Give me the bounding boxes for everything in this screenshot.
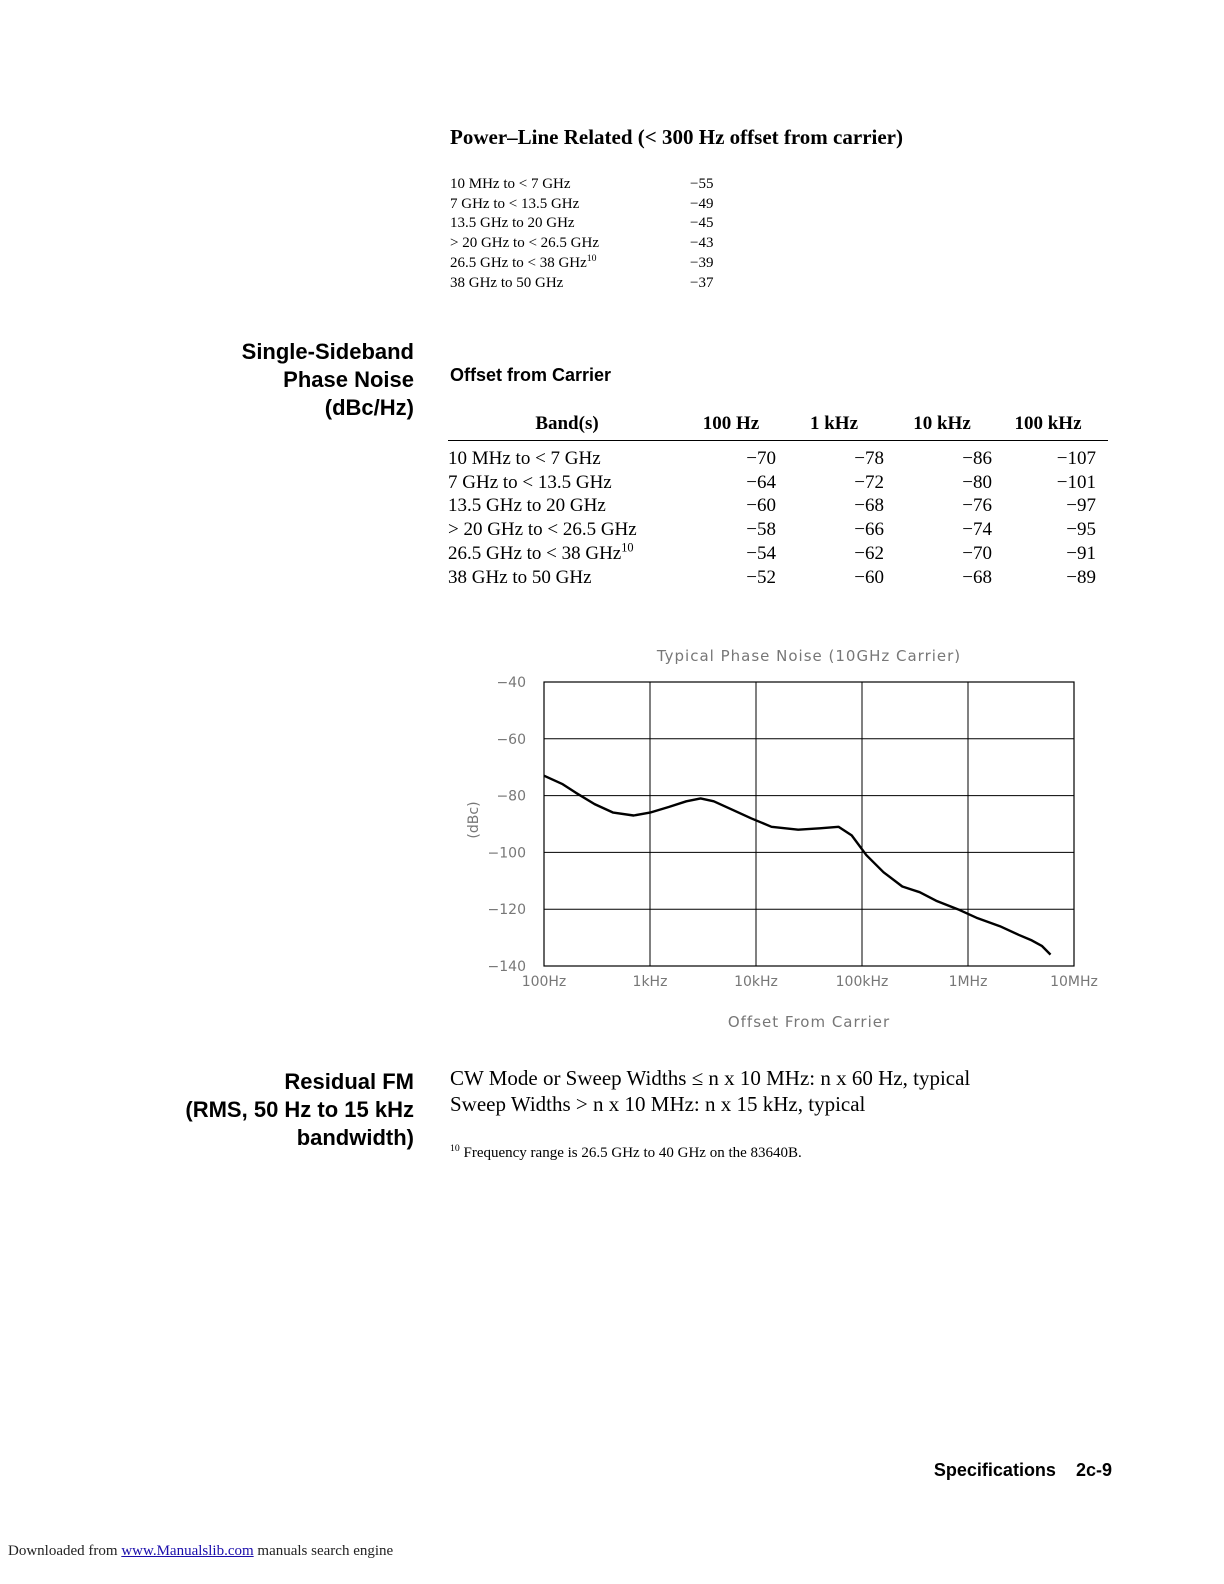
x-tick-label: 1kHz [632, 974, 668, 990]
chart-x-axis-label: Offset From Carrier [727, 1013, 891, 1031]
footnote [450, 1145, 802, 1162]
power-line-row [450, 235, 599, 252]
value-cell: −78 [854, 447, 884, 469]
band-cell [448, 566, 686, 590]
band-label: 7 GHz to < 13.5 GHz [448, 471, 612, 493]
value-cell: −86 [962, 447, 992, 469]
band-cell [448, 518, 686, 542]
value-cell: −66 [854, 519, 884, 541]
value-cell: −80 [962, 471, 992, 493]
x-tick-label: 100kHz [835, 974, 889, 990]
power-line-row [450, 176, 571, 193]
power-line-band: 26.5 GHz to < 38 GHz [450, 254, 587, 271]
value-cell: −60 [854, 566, 884, 588]
power-line-value: −45 [690, 215, 714, 232]
download-suffix: manuals search engine [257, 1543, 394, 1559]
power-line-row [450, 252, 597, 272]
footnote-ref: 10 [621, 540, 634, 555]
band-label: > 20 GHz to < 26.5 GHz [448, 519, 637, 541]
value-cell: −72 [854, 471, 884, 493]
value-cell: −89 [1066, 566, 1096, 588]
power-line-value: −37 [690, 274, 714, 291]
power-line-band: 13.5 GHz to 20 GHz [450, 215, 575, 232]
value-cell: −68 [854, 495, 884, 517]
residual-fm-line2: Sweep Widths > n x 10 MHz: n x 15 kHz, typical [450, 1092, 866, 1116]
value-cell: −97 [1066, 495, 1096, 517]
download-banner [8, 1543, 393, 1560]
ssb-heading-line: Single-Sideband [241, 339, 414, 364]
col-header: 10 kHz [913, 413, 971, 434]
x-tick-label: 10MHz [1050, 974, 1098, 990]
x-tick-label: 1MHz [948, 974, 988, 990]
band-label: 38 GHz to 50 GHz [448, 566, 592, 588]
value-cell: −76 [962, 495, 992, 517]
col-header: 100 Hz [702, 413, 760, 434]
power-line-row [450, 196, 579, 213]
ssb-side-heading [242, 338, 414, 422]
residual-fm-text [450, 1065, 970, 1117]
value-cell: −52 [746, 566, 776, 588]
band-cell [448, 495, 686, 519]
value-cell: −68 [962, 566, 992, 588]
ssb-heading-line: Phase Noise [283, 367, 414, 392]
y-tick-label: −60 [496, 731, 526, 748]
y-tick-label: −140 [487, 959, 526, 975]
col-header: 100 kHz [1014, 413, 1082, 434]
value-cell: −62 [854, 543, 884, 565]
value-cell: −107 [1056, 447, 1096, 469]
chart-title: Typical Phase Noise (10GHz Carrier) [656, 647, 962, 665]
band-label: 26.5 GHz to < 38 GHz [448, 543, 622, 565]
download-prefix: Downloaded from [8, 1543, 118, 1559]
y-tick-label: −120 [487, 902, 526, 919]
power-line-value: −43 [690, 235, 714, 252]
col-header: Band(s) [535, 413, 599, 434]
power-line-band: 7 GHz to < 13.5 GHz [450, 195, 580, 212]
band-cell [448, 441, 686, 471]
power-line-value: −49 [690, 195, 714, 212]
residual-fm-side-heading [185, 1068, 414, 1152]
power-line-band: > 20 GHz to < 26.5 GHz [450, 235, 599, 252]
band-label: 13.5 GHz to 20 GHz [448, 495, 606, 517]
page-footer [934, 1460, 1112, 1481]
value-cell: −91 [1066, 543, 1096, 565]
manualslib-link[interactable]: www.Manualslib.com [121, 1543, 254, 1559]
power-line-value: −55 [690, 176, 714, 192]
residual-heading-line: Residual FM [284, 1069, 414, 1094]
table-row [448, 441, 1108, 471]
value-cell: −54 [746, 543, 776, 565]
power-line-value: −39 [690, 254, 714, 271]
residual-fm-line1: CW Mode or Sweep Widths ≤ n x 10 MHz: n x 60 Hz, typical [450, 1066, 971, 1090]
band-cell [448, 542, 686, 566]
power-line-row [450, 215, 575, 232]
value-cell: −60 [746, 495, 776, 517]
footer-section: Specifications [933, 1460, 1056, 1480]
chart-y-axis-label: (dBc) [466, 801, 482, 839]
value-cell: −70 [962, 543, 992, 565]
footer-page-number: 2c-9 [1075, 1460, 1112, 1480]
power-line-band: 38 GHz to 50 GHz [450, 274, 564, 291]
power-line-row [450, 275, 563, 292]
table-row [448, 542, 1108, 566]
value-cell: −95 [1066, 519, 1096, 541]
footnote-text: Frequency range is 26.5 GHz to 40 GHz on the 83640B. [463, 1145, 802, 1161]
col-header: 1 kHz [809, 413, 859, 434]
value-cell: −101 [1056, 471, 1096, 493]
footnote-number: 10 [450, 1143, 460, 1154]
table-row [448, 566, 1108, 590]
y-tick-label: −40 [496, 675, 526, 691]
ssb-heading-line: (dBc/Hz) [324, 395, 414, 420]
table-row [448, 518, 1108, 542]
x-tick-label: 10kHz [734, 974, 778, 990]
y-tick-label: −80 [496, 788, 526, 805]
footnote-ref: 10 [586, 252, 597, 264]
value-cell: −70 [746, 447, 776, 469]
phase-noise-chart [440, 640, 1120, 1040]
power-line-title: Power–Line Related (< 300 Hz offset from carrier) [450, 125, 903, 149]
phase-noise-series-line [544, 776, 1051, 955]
table-row [448, 471, 1108, 495]
x-tick-label: 100Hz [521, 974, 567, 990]
band-label: 10 MHz to < 7 GHz [448, 447, 601, 469]
value-cell: −58 [746, 519, 776, 541]
ssb-phase-noise-table [448, 412, 1108, 590]
residual-heading-line: bandwidth) [296, 1125, 414, 1150]
power-line-band: 10 MHz to < 7 GHz [450, 176, 571, 192]
offset-subheading: Offset from Carrier [450, 365, 612, 385]
residual-heading-line: (RMS, 50 Hz to 15 kHz [185, 1097, 414, 1122]
value-cell: −64 [746, 471, 776, 493]
table-header-row [448, 412, 1108, 441]
band-cell [448, 471, 686, 495]
value-cell: −74 [962, 519, 992, 541]
y-tick-label: −100 [487, 845, 526, 862]
table-row [448, 495, 1108, 519]
